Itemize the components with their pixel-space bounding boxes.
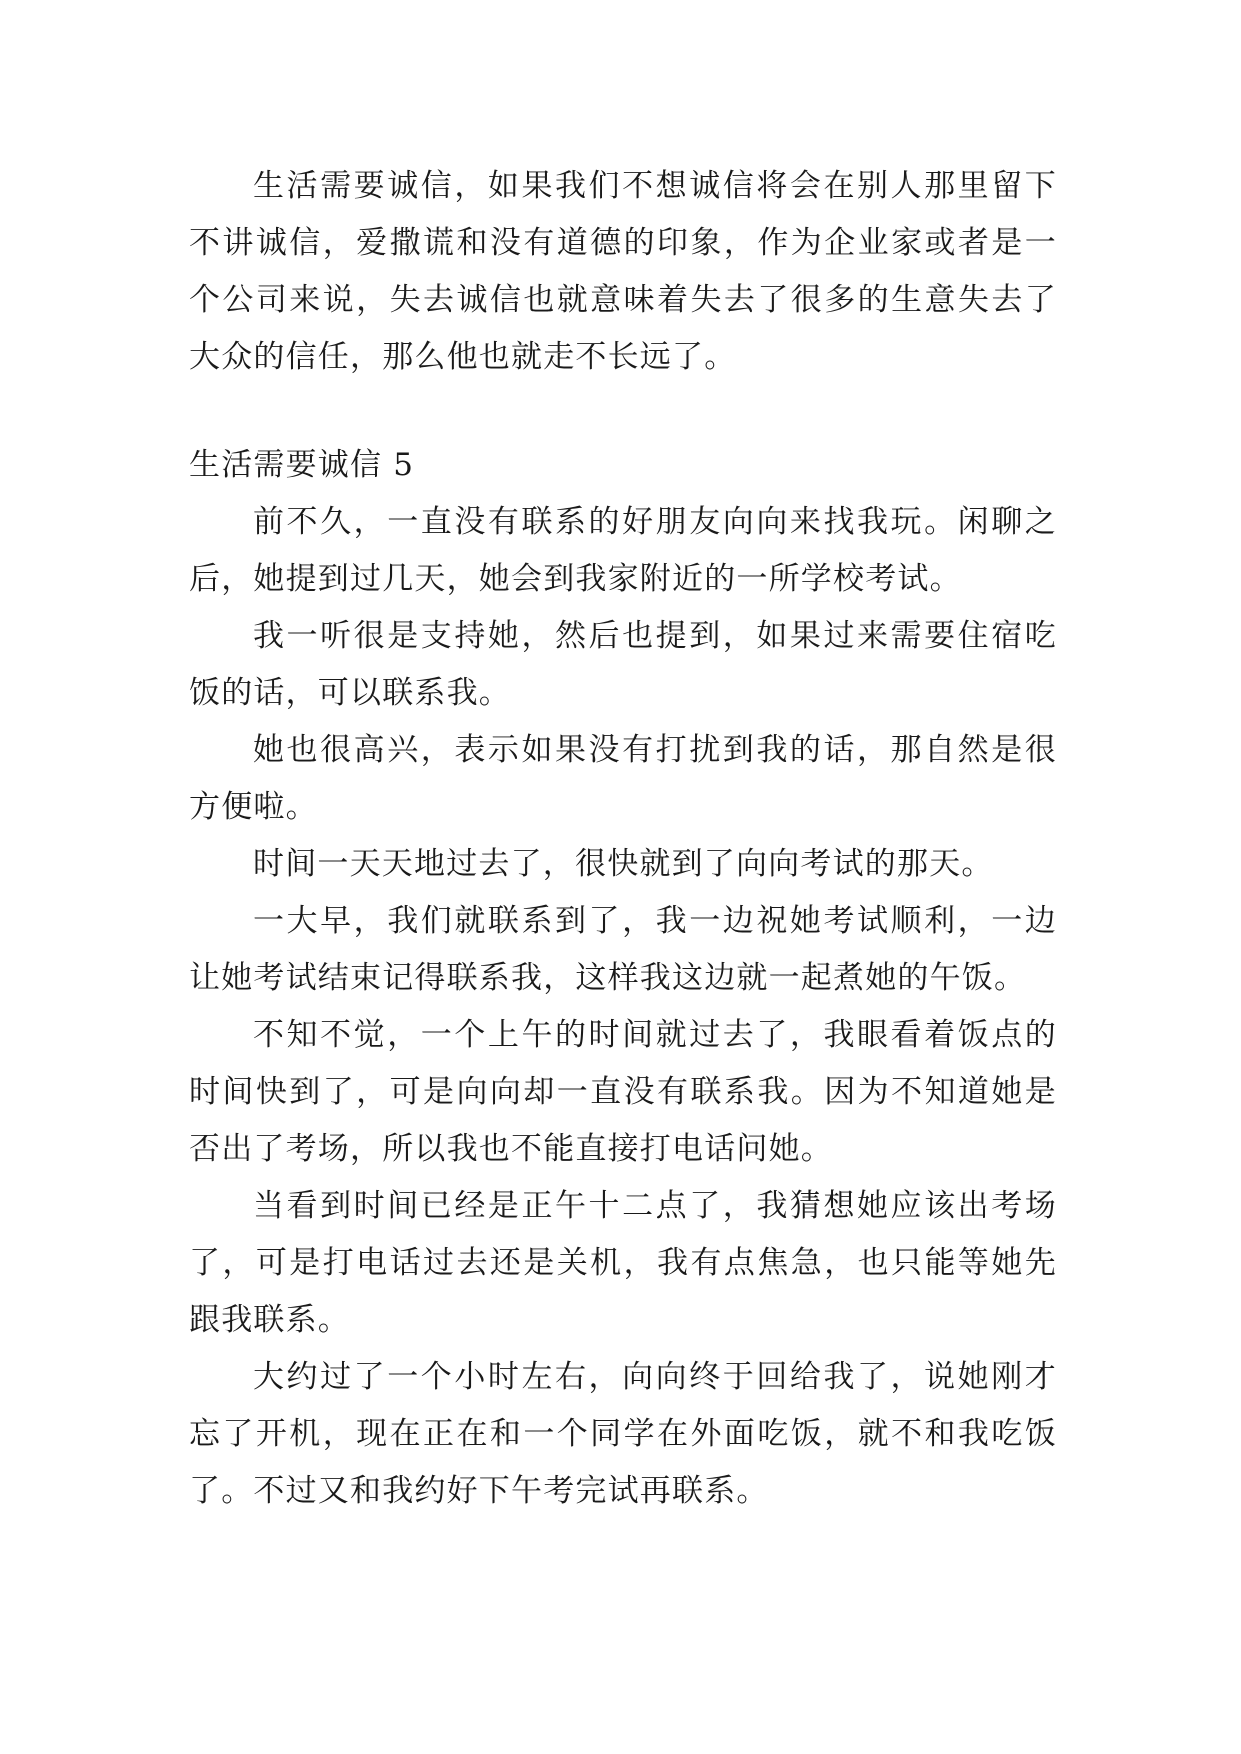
intro-paragraph: 生活需要诚信，如果我们不想诚信将会在别人那里留下不讲诚信，爱撒谎和没有道德的印象，作为企业家或者是一个公司来说，失去诚信也就意味着失去了很多的生意失去了大众的信任，那么他也就走不长远了。 [189,168,1057,375]
paragraph-7: 当看到时间已经是正午十二点了，我猜想她应该出考场了，可是打电话过去还是关机，我有点焦急，也只能等她先跟我联系。 [189,1188,1057,1338]
document-page [189,158,1057,1520]
paragraph-1: 前不久，一直没有联系的好朋友向向来找我玩。闲聊之后，她提到过几天，她会到我家附近的一所学校考试。 [189,504,1057,597]
paragraph-2: 我一听很是支持她，然后也提到，如果过来需要住宿吃饭的话，可以联系我。 [189,618,1057,711]
section-heading: 生活需要诚信 5 [189,447,415,483]
paragraph-6: 不知不觉，一个上午的时间就过去了，我眼看着饭点的时间快到了，可是向向却一直没有联系我。因为不知道她是否出了考场，所以我也不能直接打电话问她。 [189,1017,1057,1167]
paragraph-8: 大约过了一个小时左右，向向终于回给我了，说她刚才忘了开机，现在正在和一个同学在外面吃饭，就不和我吃饭了。不过又和我约好下午考完试再联系。 [189,1359,1057,1509]
paragraph-3: 她也很高兴，表示如果没有打扰到我的话，那自然是很方便啦。 [189,732,1057,825]
paragraph-4: 时间一天天地过去了，很快就到了向向考试的那天。 [253,846,994,882]
paragraph-5: 一大早，我们就联系到了，我一边祝她考试顺利，一边让她考试结束记得联系我，这样我这边就一起煮她的午饭。 [189,903,1057,996]
